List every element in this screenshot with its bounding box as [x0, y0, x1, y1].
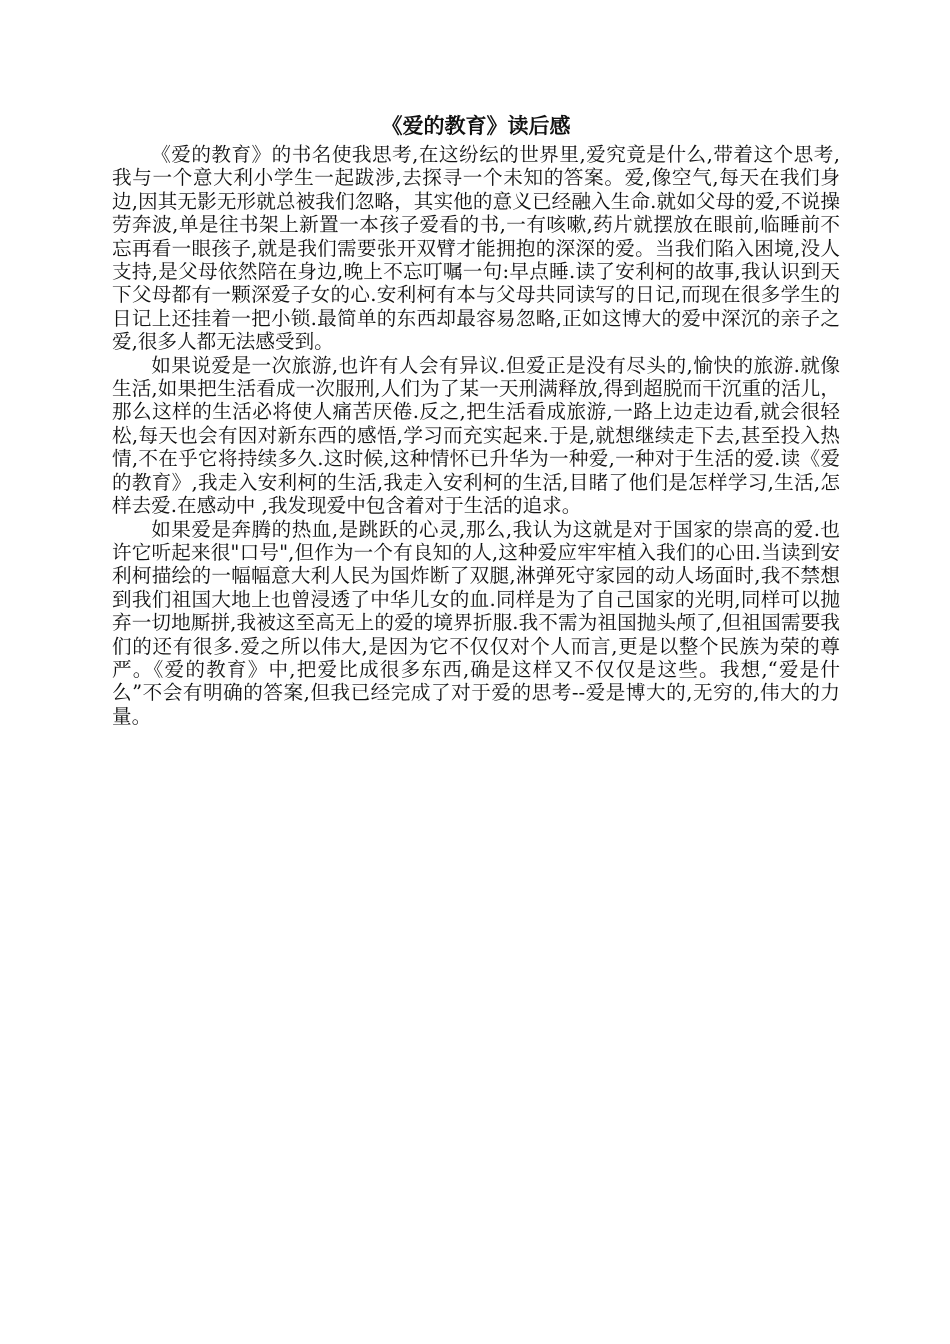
document-page	[112, 112, 840, 728]
paragraph-1: 《爱的教育》的书名使我思考,在这纷纭的世界里,爱究竟是什么,带着这个思考,我与一个意大利小学生一起跋涉,去探寻一个未知的答案。爱,像空气,每天在我们身边,因其无影无形就总被我们忽略，其实他的意义已经融入生命.就如父母的爱,不说操劳奔波,单是往书架上新置一本孩子爱看的书,一有咳嗽,药片就摆放在眼前,临睡前不忘再看一眼孩子,就是我们需要张开双臂才能拥抱的深深的爱。当我们陷入困境,没人支持,是父母依然陪在身边,晚上不忘叮嘱一句:早点睡.读了安利柯的故事,我认识到天下父母都有一颗深爱子女的心.安利柯有本与父母共同读写的日记,而现在很多学生的日记上还挂着一把小锁.最简单的东西却最容易忽略,正如这博大的爱中深沉的亲子之爱,很多人都无法感受到。	[112, 143, 840, 354]
paragraph-3: 如果爱是奔腾的热血,是跳跃的心灵,那么,我认为这就是对于国家的崇高的爱.也许它听起来很"口号",但作为一个有良知的人,这种爱应牢牢植入我们的心田.当读到安利柯描绘的一幅幅意大利人民为国炸断了双腿,淋弹死守家园的动人场面时,我不禁想到我们祖国大地上也曾浸透了中华儿女的血.同样是为了自己国家的光明,同样可以抛弃一切地厮拼,我被这至高无上的爱的境界折服.我不需为祖国抛头颅了,但祖国需要我们的还有很多.爱之所以伟大,是因为它不仅仅对个人而言,更是以整个民族为荣的尊严。《爱的教育》中,把爱比成很多东西,确是这样又不仅仅是这些。我想,“爱是什么”不会有明确的答案,但我已经完成了对于爱的思考--爱是博大的,无穷的,伟大的力量。	[112, 517, 840, 728]
document-title: 《爱的教育》读后感	[381, 114, 571, 138]
paragraph-2: 如果说爱是一次旅游,也许有人会有异议.但爱正是没有尽头的,愉快的旅游.就像生活,如果把生活看成一次服刑,人们为了某一天刑满释放,得到超脱而干沉重的活儿，那么这样的生活必将使人痛苦厌倦.反之,把生活看成旅游,一路上边走边看,就会很轻松,每天也会有因对新东西的感悟,学习而充实起来.于是,就想继续走下去,甚至投入热情,不在乎它将持续多久.这时候,这种情怀已升华为一种爱,一种对于生活的爱.读《爱的教育》,我走入安利柯的生活,我走入安利柯的生活,目睹了他们是怎样学习,生活,怎样去爱.在感动中 ,我发现爱中包含着对于生活的追求。	[112, 353, 840, 518]
